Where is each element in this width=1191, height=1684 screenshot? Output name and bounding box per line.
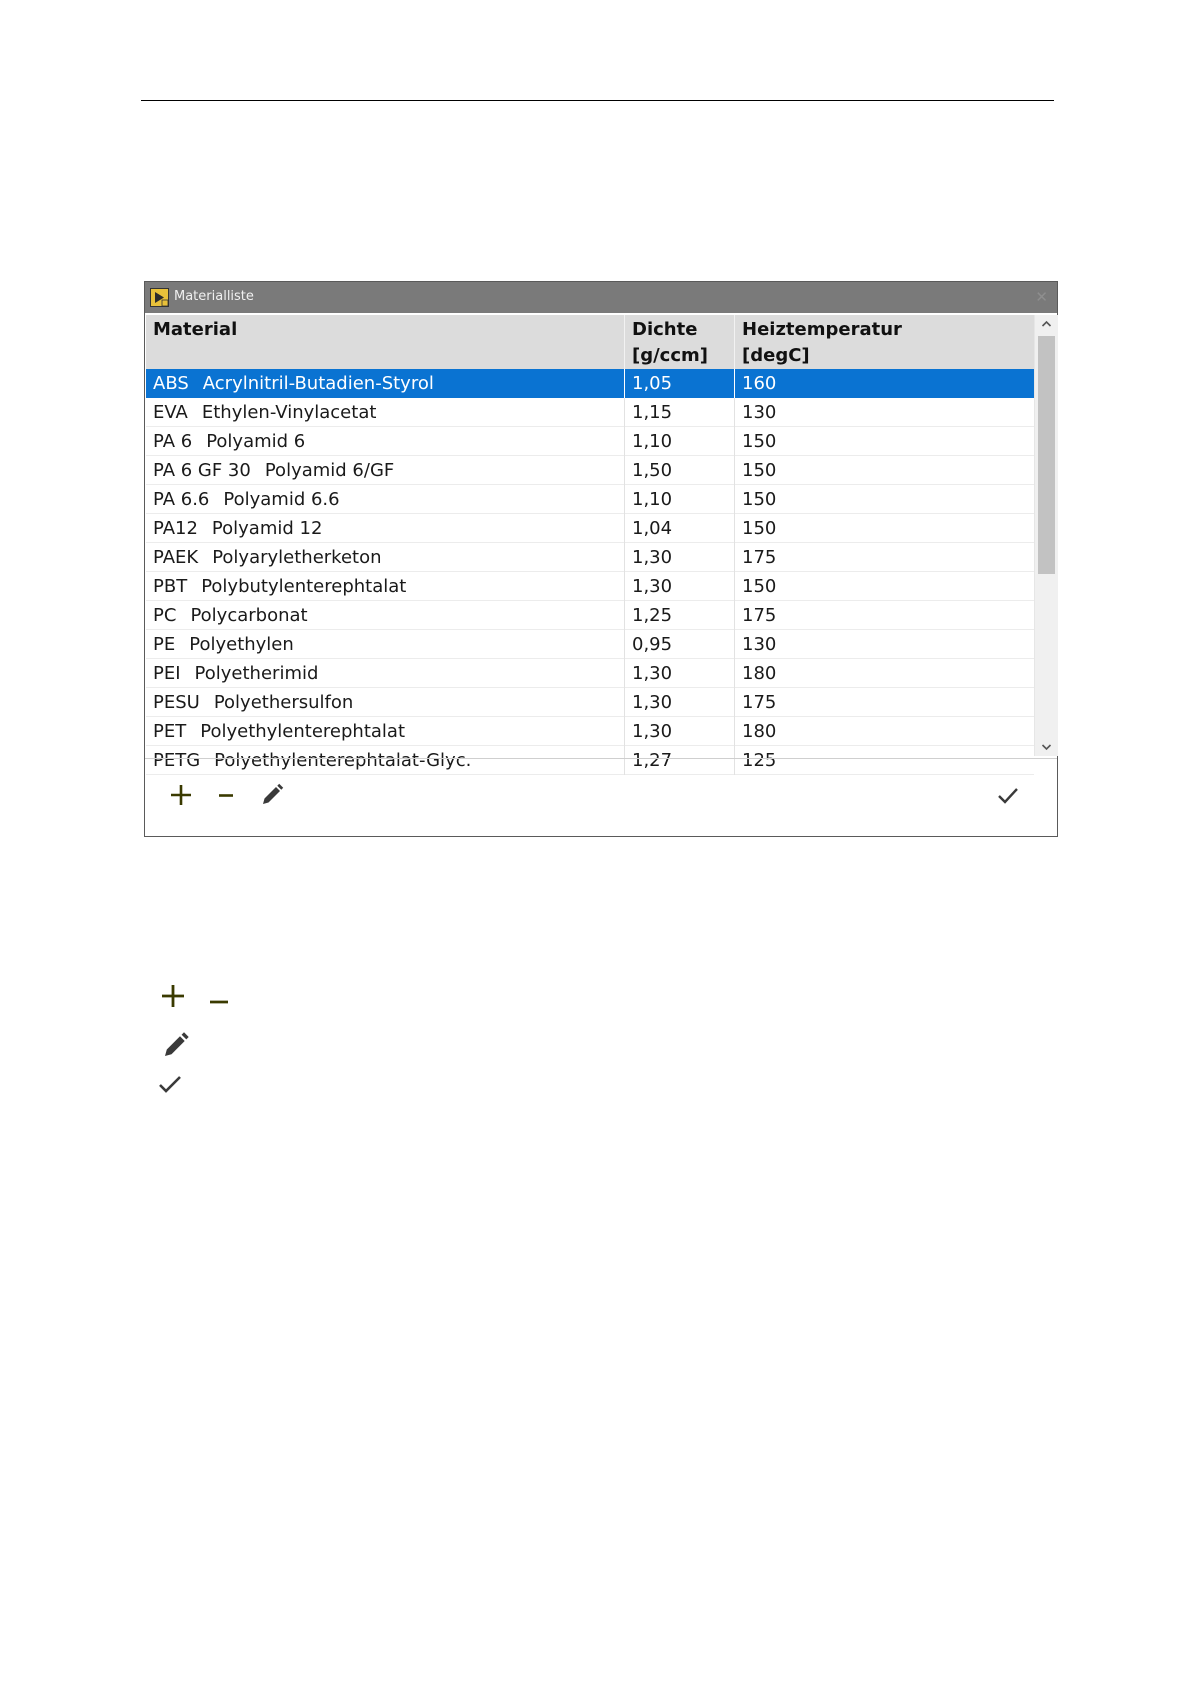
density-cell: 1,50 [624,456,734,485]
density-cell: 1,15 [624,398,734,427]
remove-material-button[interactable] [209,778,243,812]
density-cell: 1,05 [624,369,734,398]
column-header-density[interactable] [624,315,734,369]
table-row[interactable] [146,630,1034,659]
check-icon [156,1068,190,1102]
heating-temperature-cell: 180 [734,717,1034,746]
material-abbreviation: PBT [153,576,188,597]
density-cell: 1,30 [624,659,734,688]
density-cell: 1,10 [624,427,734,456]
scroll-down-icon[interactable] [1035,738,1058,756]
column-header-heating-temperature[interactable] [734,315,1034,369]
plus-icon [164,778,198,812]
edit-material-button[interactable] [255,778,289,812]
material-name: Polyamid 12 [211,518,323,539]
material-abbreviation: PETG [153,750,201,771]
page-header-rule [141,100,1054,101]
material-cell [146,485,624,514]
heating-temperature-cell: 175 [734,688,1034,717]
material-name: Ethylen-Vinylacetat [201,402,377,423]
heating-temperature-cell: 125 [734,746,1034,775]
heating-temperature-cell: 150 [734,485,1034,514]
column-header-label: Heiztemperatur [742,319,902,340]
dialog-toolbar [145,758,1057,837]
heating-temperature-cell: 150 [734,456,1034,485]
material-name: Polyethersulfon [213,692,354,713]
material-name: Polyamid 6 [206,431,306,452]
heating-temperature-cell: 180 [734,659,1034,688]
material-abbreviation: PC [153,605,177,626]
table-row[interactable] [146,485,1034,514]
table-row[interactable] [146,427,1034,456]
material-cell [146,630,624,659]
material-abbreviation: PA 6 GF 30 [153,460,251,481]
density-cell: 1,27 [624,746,734,775]
material-abbreviation: PA12 [153,518,198,539]
column-header-label: Dichte [632,319,698,340]
heating-temperature-cell: 175 [734,543,1034,572]
heating-temperature-cell: 150 [734,427,1034,456]
density-cell: 1,04 [624,514,734,543]
material-abbreviation: ABS [153,373,189,394]
material-name: Polyethylenterephtalat-Glyc. [214,750,472,771]
table-row[interactable] [146,572,1034,601]
material-cell [146,543,624,572]
table-row[interactable] [146,543,1034,572]
material-abbreviation: EVA [153,402,188,423]
material-name: Polyamid 6/GF [264,460,395,481]
check-icon [991,778,1025,812]
material-name: Polyamid 6.6 [223,489,340,510]
material-abbreviation: PAEK [153,547,199,568]
heating-temperature-cell: 160 [734,369,1034,398]
table-row[interactable] [146,398,1034,427]
pencil-icon [255,778,289,812]
column-header-unit: [g/ccm] [632,345,709,366]
column-header-unit: [degC] [742,345,810,366]
window-title: Materialliste [174,289,254,304]
density-cell: 0,95 [624,630,734,659]
table-row[interactable] [146,659,1034,688]
minus-icon [204,984,238,1018]
scrollbar-thumb[interactable] [1038,336,1055,574]
density-cell: 1,30 [624,572,734,601]
material-abbreviation: PET [153,721,187,742]
table-row[interactable] [146,514,1034,543]
material-name: Polyetherimid [194,663,319,684]
material-cell [146,427,624,456]
material-abbreviation: PE [153,634,176,655]
material-cell [146,572,624,601]
material-name: Polyaryletherketon [212,547,382,568]
material-cell [146,659,624,688]
material-cell [146,717,624,746]
table-row[interactable] [146,717,1034,746]
heating-temperature-cell: 150 [734,514,1034,543]
plus-icon [156,979,190,1013]
material-cell [146,398,624,427]
material-abbreviation: PESU [153,692,200,713]
material-abbreviation: PA 6 [153,431,193,452]
material-name: Polyethylenterephtalat [200,721,406,742]
title-bar [145,282,1057,313]
material-abbreviation: PEI [153,663,181,684]
scroll-up-icon[interactable] [1035,315,1058,333]
material-cell [146,456,624,485]
materialliste-dialog [144,281,1058,837]
density-cell: 1,10 [624,485,734,514]
density-cell: 1,30 [624,688,734,717]
material-name: Polycarbonat [190,605,308,626]
add-material-button[interactable] [164,778,198,812]
confirm-button[interactable] [991,778,1025,812]
material-name: Acrylnitril-Butadien-Styrol [202,373,434,394]
heating-temperature-cell: 130 [734,630,1034,659]
density-cell: 1,25 [624,601,734,630]
minus-icon [209,778,243,812]
pencil-icon [160,1027,194,1061]
column-header-label: Material [153,319,238,340]
table-header [146,315,1034,369]
material-cell [146,514,624,543]
vertical-scrollbar[interactable] [1034,315,1058,756]
column-header-material[interactable] [146,315,624,369]
heating-temperature-cell: 150 [734,572,1034,601]
heating-temperature-cell: 175 [734,601,1034,630]
close-icon[interactable]: ✕ [1035,288,1048,306]
material-cell [146,688,624,717]
table-row[interactable] [146,688,1034,717]
table-row[interactable] [146,369,1034,398]
density-cell: 1,30 [624,717,734,746]
app-icon [150,288,169,307]
material-cell [146,369,624,398]
material-abbreviation: PA 6.6 [153,489,210,510]
material-cell [146,601,624,630]
material-name: Polybutylenterephtalat [201,576,407,597]
density-cell: 1,30 [624,543,734,572]
table-row[interactable] [146,601,1034,630]
table-row[interactable] [146,456,1034,485]
material-name: Polyethylen [189,634,294,655]
material-table [146,315,1034,771]
heating-temperature-cell: 130 [734,398,1034,427]
